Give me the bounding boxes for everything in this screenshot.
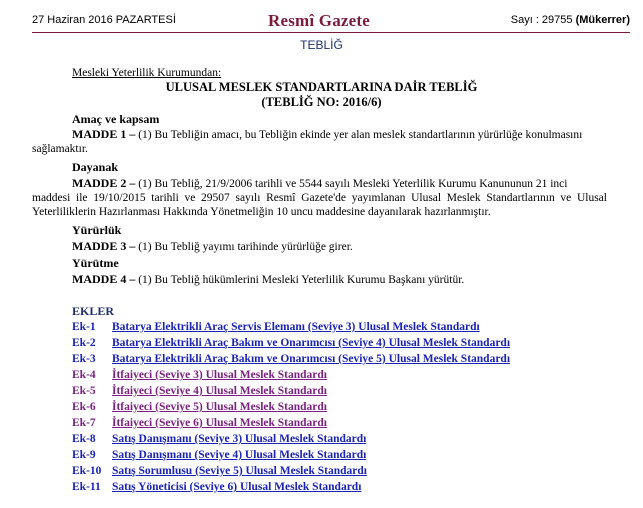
- annex-title: Batarya Elektrikli Araç Bakım ve Onarımcısı (Seviye 4) Ulusal Meslek Standardı: [112, 337, 511, 349]
- institution-name: Mesleki Yeterlilik Kurumundan:: [72, 67, 222, 79]
- annex-code: Ek-3: [72, 353, 96, 365]
- article-3-heading: Yürürlük: [72, 223, 122, 237]
- article-3-label: MADDE 3 –: [72, 239, 136, 253]
- article-4-text: (1) Bu Tebliğ hükümlerini Mesleki Yeterlilik Kurumu Başkanı yürütür.: [138, 274, 465, 286]
- document-number: (TEBLİĞ NO: 2016/6): [261, 95, 382, 109]
- publication-date: 27 Haziran 2016 PAZARTESİ: [32, 14, 176, 26]
- annex-code: Ek-9: [72, 449, 96, 461]
- annex-link[interactable]: [72, 400, 327, 414]
- annex-title: Batarya Elektrikli Araç Bakım ve Onarımcısı (Seviye 5) Ulusal Meslek Standardı: [112, 353, 511, 365]
- article-1-continuation: sağlamaktır.: [32, 143, 88, 155]
- article-4-heading: Yürütme: [72, 256, 119, 270]
- annex-link[interactable]: [72, 384, 327, 398]
- header-divider: [32, 32, 630, 33]
- annex-title: Satış Yöneticisi (Seviye 6) Ulusal Meslek Standardı: [112, 481, 362, 493]
- annex-code: Ek-4: [72, 369, 96, 381]
- article-2-label: MADDE 2 –: [72, 176, 136, 190]
- annex-title: İtfaiyeci (Seviye 3) Ulusal Meslek Standardı: [112, 369, 327, 381]
- article-1-body: [72, 127, 607, 142]
- gazette-header: [32, 11, 630, 33]
- article-2-text: (1) Bu Tebliğ, 21/9/2006 tarihli ve 5544 sayılı Mesleki Yeterlilik Kurumu Kanununun 21 inci: [138, 178, 568, 190]
- document-title: ULUSAL MESLEK STANDARTLARINA DAİR TEBLİĞ: [165, 80, 478, 94]
- annex-link[interactable]: [72, 368, 327, 382]
- annex-code: Ek-7: [72, 417, 96, 429]
- annex-code: Ek-5: [72, 385, 96, 397]
- annex-code: Ek-2: [72, 337, 96, 349]
- article-2-body: [72, 176, 607, 191]
- annex-link[interactable]: [72, 480, 361, 494]
- annex-link[interactable]: [72, 464, 367, 478]
- annex-code: Ek-10: [72, 465, 102, 477]
- issue-number-text: Sayı : 29755: [510, 14, 573, 26]
- article-2-continuation: maddesi ile 19/10/2015 tarihli ve 29507 sayılı Resmî Gazete'de yayımlanan Ulusal Meslek Standartlarının ve Ulusal Yeterliliklerin Hazırlanması Hakkında Yönetmeliğin 10 uncu maddesine dayanılarak hazırlanmıştır.: [32, 192, 607, 218]
- article-1-label: MADDE 1 –: [72, 127, 136, 141]
- annex-code: Ek-6: [72, 401, 96, 413]
- annex-title: İtfaiyeci (Seviye 5) Ulusal Meslek Standardı: [112, 401, 327, 413]
- annex-link[interactable]: [72, 416, 327, 430]
- article-3-body: [72, 239, 607, 254]
- article-3-text: (1) Bu Tebliğ yayımı tarihinde yürürlüğe girer.: [138, 241, 353, 253]
- annex-title: Batarya Elektrikli Araç Servis Elemanı (Seviye 3) Ulusal Meslek Standardı: [112, 321, 480, 333]
- annex-heading: EKLER: [72, 304, 115, 318]
- annex-link[interactable]: [72, 432, 366, 446]
- annex-link[interactable]: [72, 336, 510, 350]
- annex-title: Satış Danışmanı (Seviye 3) Ulusal Meslek Standardı: [112, 433, 367, 445]
- issue-number: [511, 14, 630, 26]
- annex-code: Ek-1: [72, 321, 96, 333]
- annex-code: Ek-11: [72, 481, 101, 493]
- article-1-text: (1) Bu Tebliğin amacı, bu Tebliğin ekinde yer alan meslek standartlarının yürürlüğe konulmasını: [138, 129, 583, 141]
- annex-link[interactable]: [72, 320, 480, 334]
- section-title: TEBLİĞ: [300, 38, 343, 52]
- annex-title: Satış Sorumlusu (Seviye 5) Ulusal Meslek Standardı: [112, 465, 367, 477]
- article-1-heading: Amaç ve kapsam: [72, 112, 160, 126]
- annex-title: Satış Danışmanı (Seviye 4) Ulusal Meslek Standardı: [112, 449, 367, 461]
- issue-suffix: (Mükerrer): [575, 14, 630, 26]
- gazette-title: Resmî Gazete: [268, 11, 370, 30]
- annex-link[interactable]: [72, 352, 510, 366]
- article-4-body: [72, 272, 607, 287]
- annex-title: İtfaiyeci (Seviye 4) Ulusal Meslek Standardı: [112, 385, 327, 397]
- article-4-label: MADDE 4 –: [72, 272, 136, 286]
- article-2-heading: Dayanak: [72, 160, 119, 174]
- annex-title: İtfaiyeci (Seviye 6) Ulusal Meslek Standardı: [112, 417, 327, 429]
- annex-link[interactable]: [72, 448, 366, 462]
- annex-code: Ek-8: [72, 433, 96, 445]
